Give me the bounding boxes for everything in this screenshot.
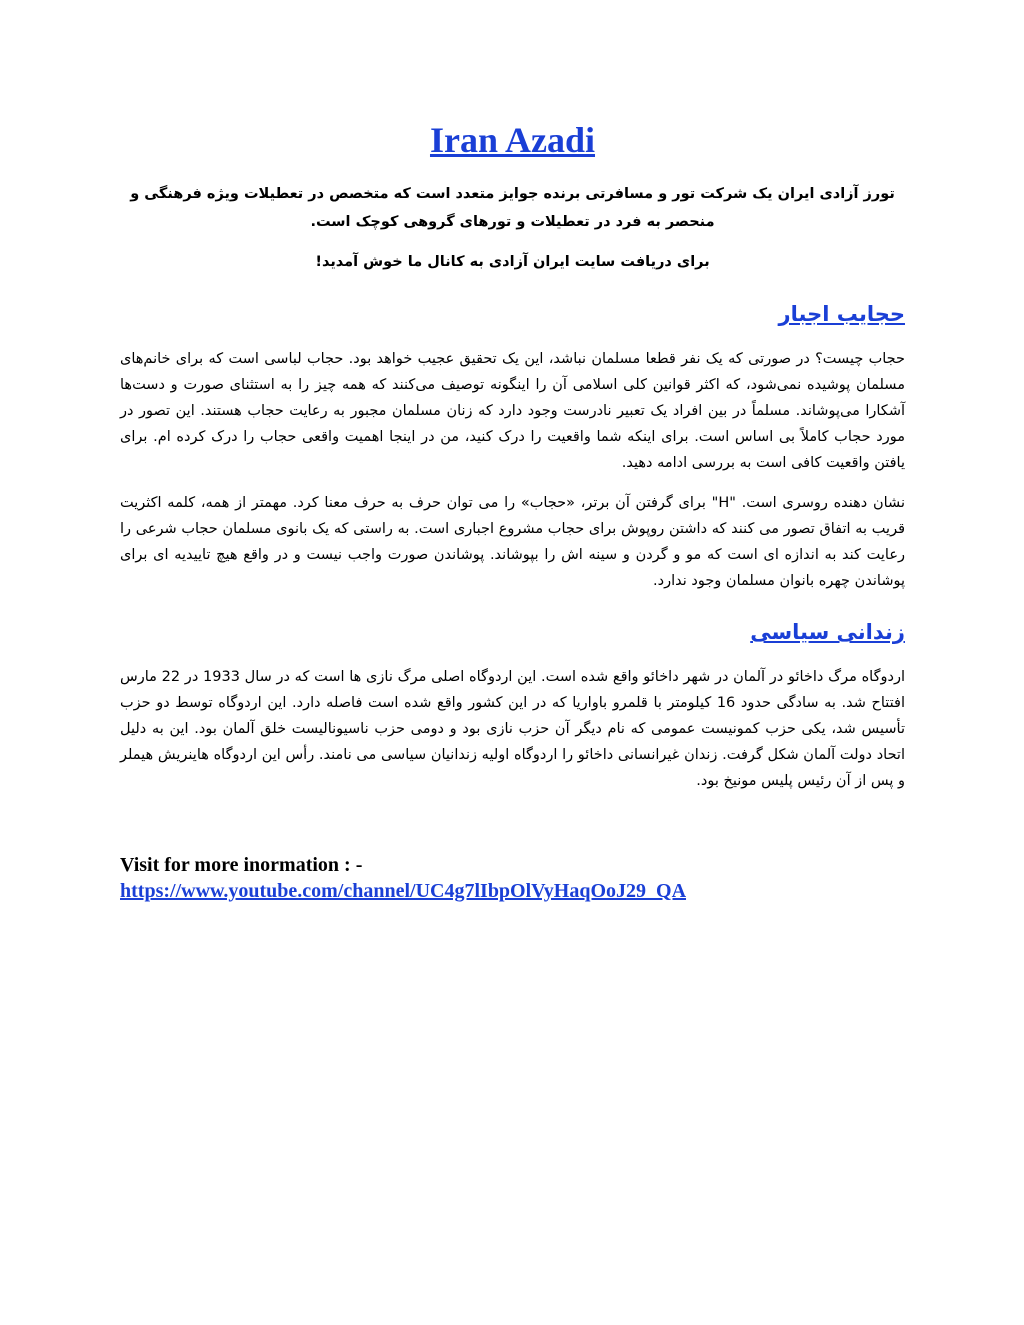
footer xyxy=(120,852,905,904)
title-link[interactable]: Iran Azadi xyxy=(429,120,596,160)
youtube-channel-link[interactable]: https://www.youtube.com/channel/UC4g7lIbpOlVyHaqOoJ29_QA xyxy=(120,880,687,902)
section-heading-forced-hijab xyxy=(120,296,905,332)
paragraph: حجاب چیست؟ در صورتی که یک نفر قطعا مسلمان نباشد، این یک تحقیق عجیب خواهد بود. حجاب لباسی است که برای خانم‌های مسلمان پوشیده نمی‌شود، که اکثر قوانین کلی اسلامی آن را اینگونه توصیف می‌کنند که همه چیز را به استثنای صورت و دست‌ها آشکارا می‌پوشاند. مسلماً در بین افراد یک تعبیر نادرست وجود دارد که زنان مسلمان مجبور به رعایت حجاب هستند. این تصور در مورد حجاب کاملاً بی اساس است. برای اینکه شما واقعیت را درک کنید، من در اینجا اهمیت واقعی حجاب را درک کرده ام. برای یافتن واقعیت کافی است به بررسی ادامه دهید. xyxy=(120,351,905,471)
page-title xyxy=(120,110,905,162)
document-page xyxy=(120,110,905,904)
welcome-text: برای دریافت سایت ایران آزادی به کانال ما خوش آمدید! xyxy=(315,254,710,270)
footer-label: Visit for more inormation : - xyxy=(120,854,363,876)
section-heading-political-prisoner xyxy=(120,614,905,650)
intro-description: تورز آزادی ایران یک شرکت تور و مسافرتی برنده جوایز متعدد است که متخصص در تعطیلات ویژه فرهنگی و منحصر به فرد در تعطیلات و تورهای گروهی کوچک است. xyxy=(130,186,895,230)
paragraph: نشان دهنده روسری است. "H" برای گرفتن آن برتر، «حجاب» را می توان حرف به حرف معنا کرد. مهمتر از همه، کلمه اکثریت قریب به اتفاق تصور می کنند که داشتن روپوش برای حجاب مشروع اجباری است. به راستی که یک بانوی مسلمان حجاب شرعی را رعایت کند به اندازه ای است که مو و گردن و سینه اش را بپوشاند. پوشاندن صورت واجب نیست و در واقع هیچ تاییدیه ای برای پوشاندن چهره بانوان مسلمان وجود ندارد. xyxy=(120,495,906,589)
section-heading-link[interactable]: حجایب اجبار xyxy=(778,302,905,326)
paragraph: اردوگاه مرگ داخائو در آلمان در شهر داخائو واقع شده است. این اردوگاه اصلی مرگ نازی ها است که در سال 1933 در 22 مارس افتتاح شد. به سادگی حدود 16 کیلومتر با قلمرو باواریا که در این کشور واقع شده است فاصله دارد. این اردوگاه توسط دو حزب تأسیس شد، یکی حزب کمونیست عمومی که نام دیگر آن حزب نازی بود و دومی حزب ناسیونالیست خلق آلمان بود. این به دلیل اتحاد دولت آلمان شکل گرفت. زندان غیرانسانی داخائو را اردوگاه اولیه زندانیان سیاسی می نامند. رأس این اردوگاه هاینریش هیملر و پس از آن رئیس پلیس مونیخ بود. xyxy=(120,669,905,789)
section-heading-link[interactable]: زندانی سیاسی xyxy=(750,620,905,644)
